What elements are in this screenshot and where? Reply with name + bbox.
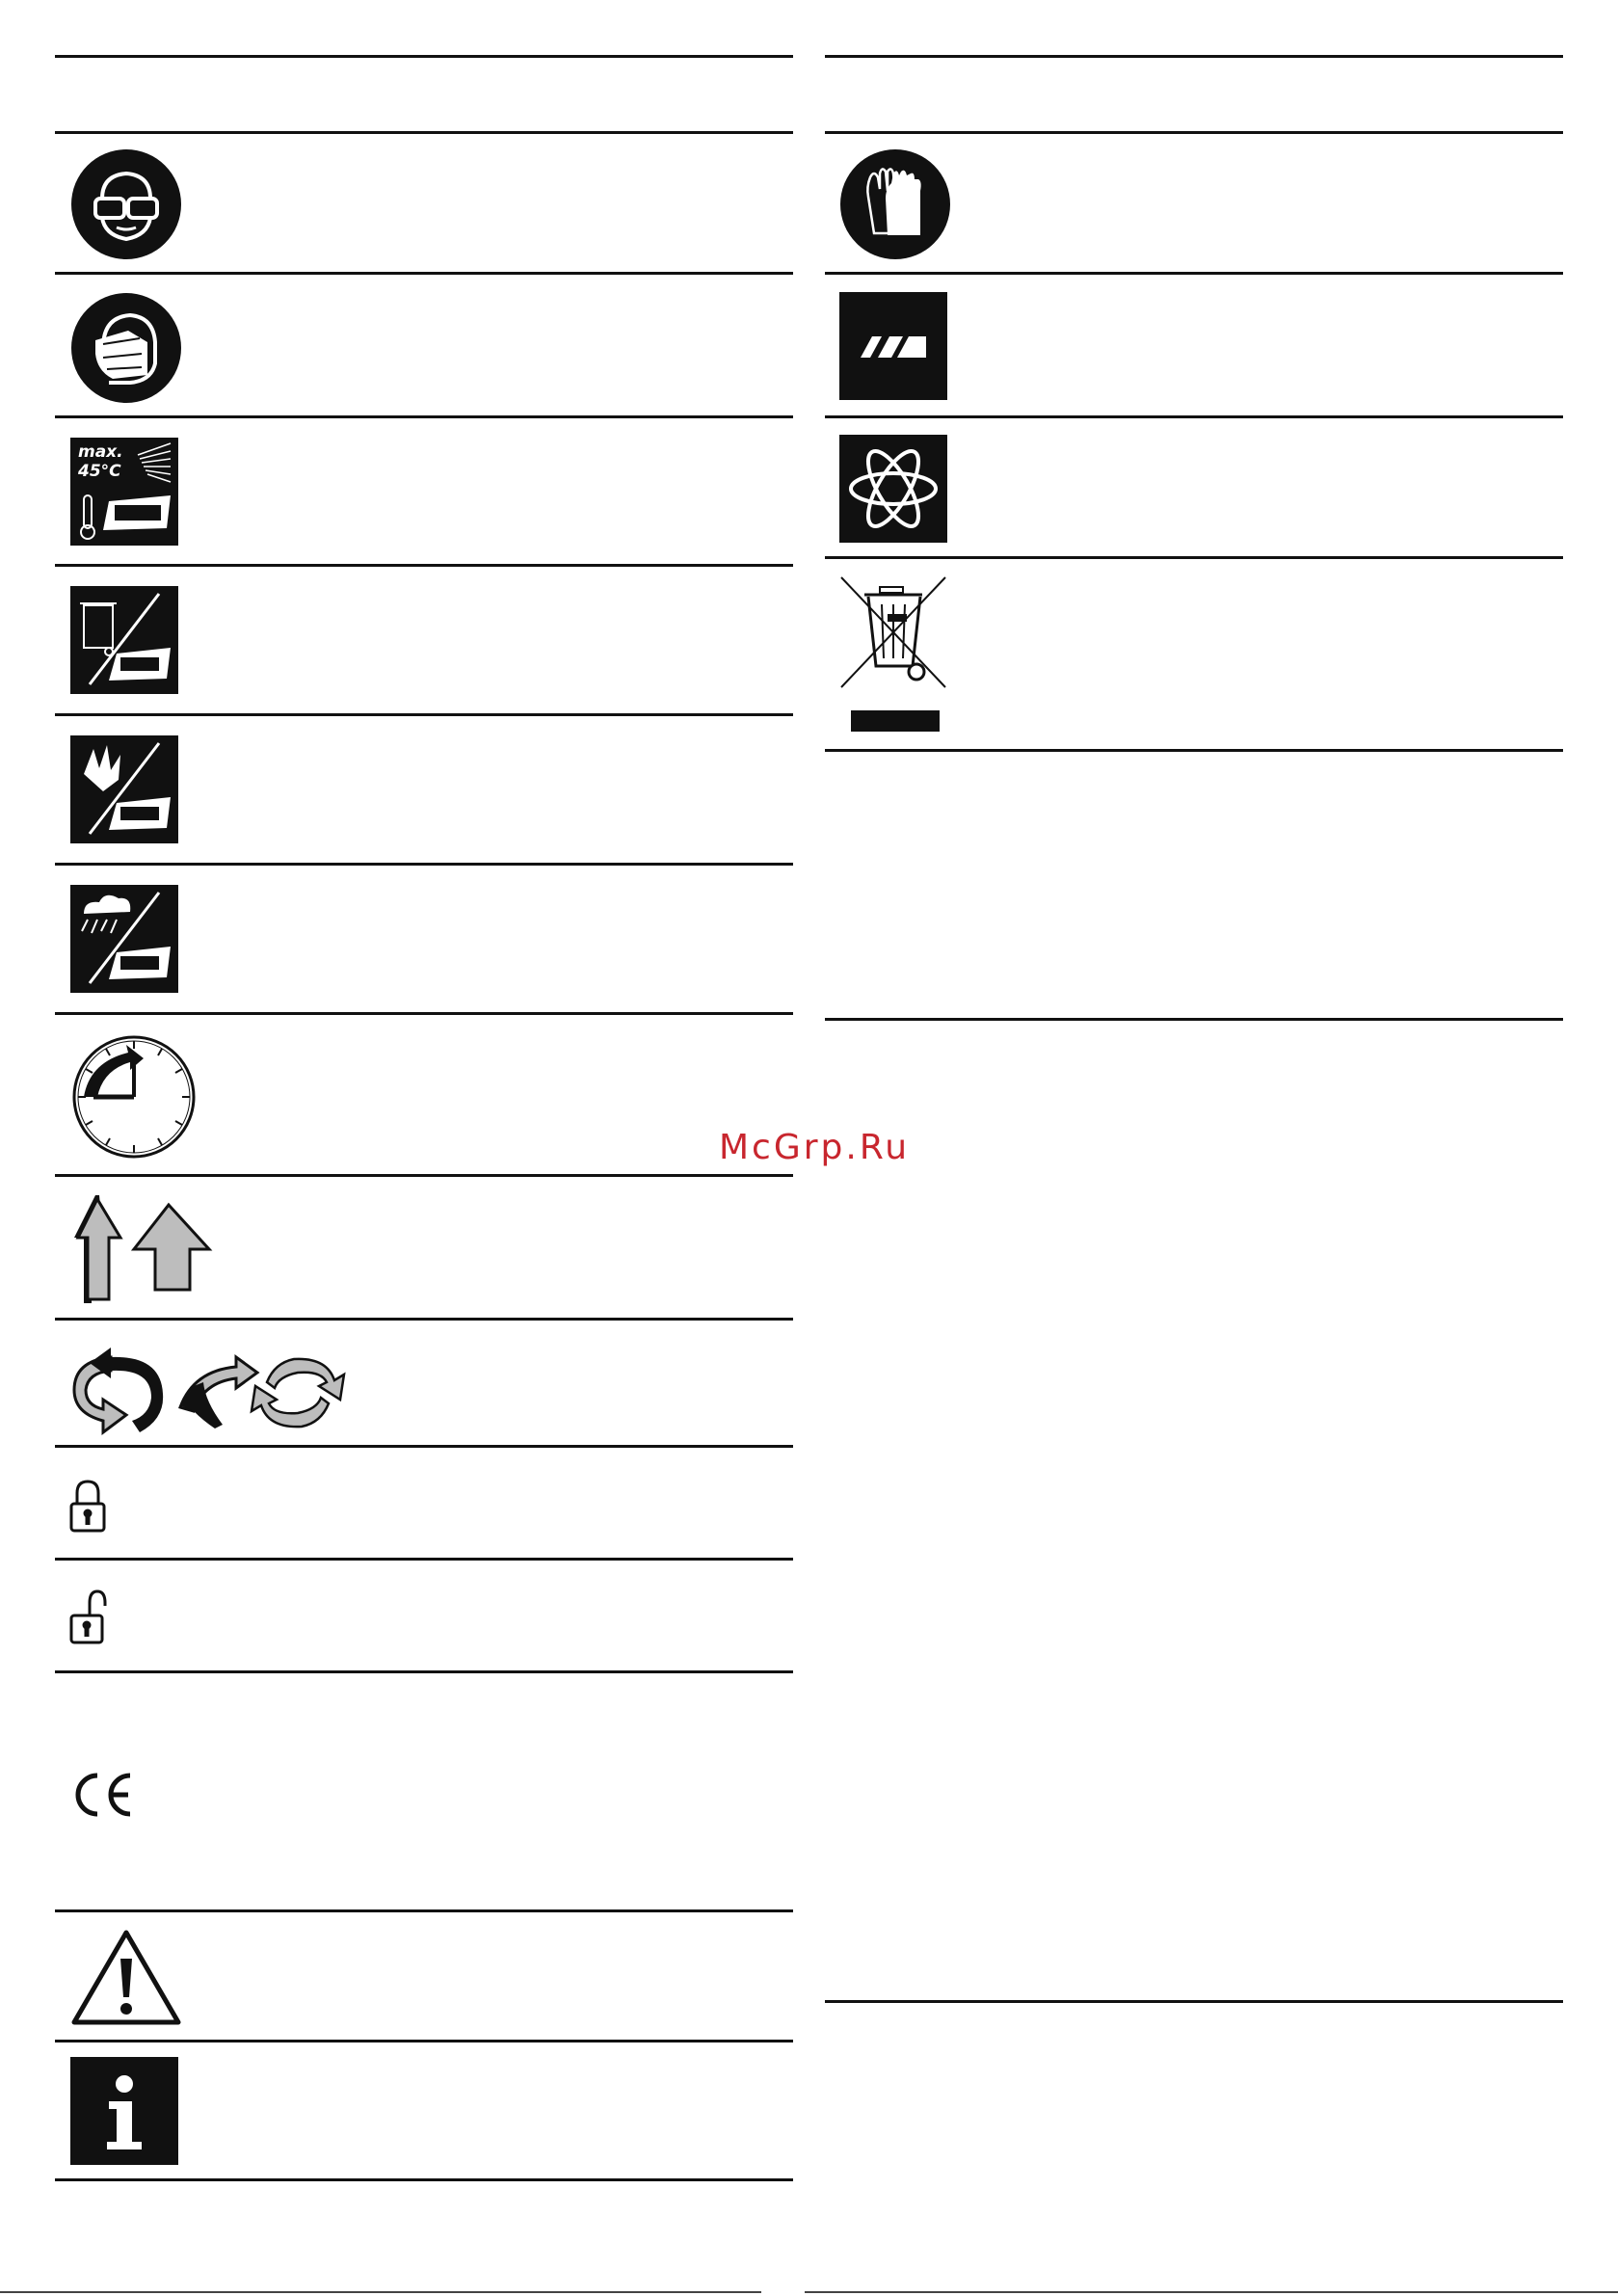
battery-charge-level-icon [839,292,947,400]
divider [825,2000,1563,2003]
warning-triangle-icon [70,1928,182,2026]
divider [825,556,1563,559]
max-temperature-icon [70,438,178,546]
divider [55,1445,793,1448]
divider [55,272,793,275]
temperature-label-line2: 45°C [78,462,121,481]
page-bottom-edge [805,2291,1618,2293]
divider [55,713,793,716]
safety-goggles-icon [70,148,182,260]
rotation-direction-arrows-icon [68,1344,377,1436]
ce-mark-icon [70,1772,132,1818]
protective-gloves-icon [839,148,951,260]
divider [55,1558,793,1561]
divider [55,131,793,134]
upright-position-arrows-icon [70,1191,240,1307]
information-icon [70,2057,178,2165]
no-rain-battery-icon [70,885,178,993]
clock-timing-icon [70,1033,198,1161]
no-household-waste-battery-icon [70,586,178,694]
divider [825,272,1563,275]
lithium-ion-atom-icon [839,435,947,543]
crossed-out-wheelie-bin-icon [837,575,949,737]
page-bottom-edge [0,2291,761,2293]
divider [825,415,1563,418]
divider [825,55,1563,58]
divider [55,1909,793,1912]
divider [825,1018,1563,1021]
divider [825,749,1563,752]
divider [55,1318,793,1321]
divider [55,863,793,866]
temperature-label-line1: max. [78,442,123,462]
divider [825,131,1563,134]
divider [55,1670,793,1673]
dust-mask-icon [70,292,182,404]
no-fire-battery-icon [70,735,178,843]
watermark: McGrp.Ru [719,1128,911,1167]
divider [55,2040,793,2042]
divider [55,415,793,418]
divider [55,564,793,567]
padlock-open-icon [68,1589,107,1646]
padlock-closed-icon [68,1479,107,1535]
divider [55,1174,793,1177]
divider [55,1012,793,1015]
divider [55,55,793,58]
divider [55,2178,793,2181]
